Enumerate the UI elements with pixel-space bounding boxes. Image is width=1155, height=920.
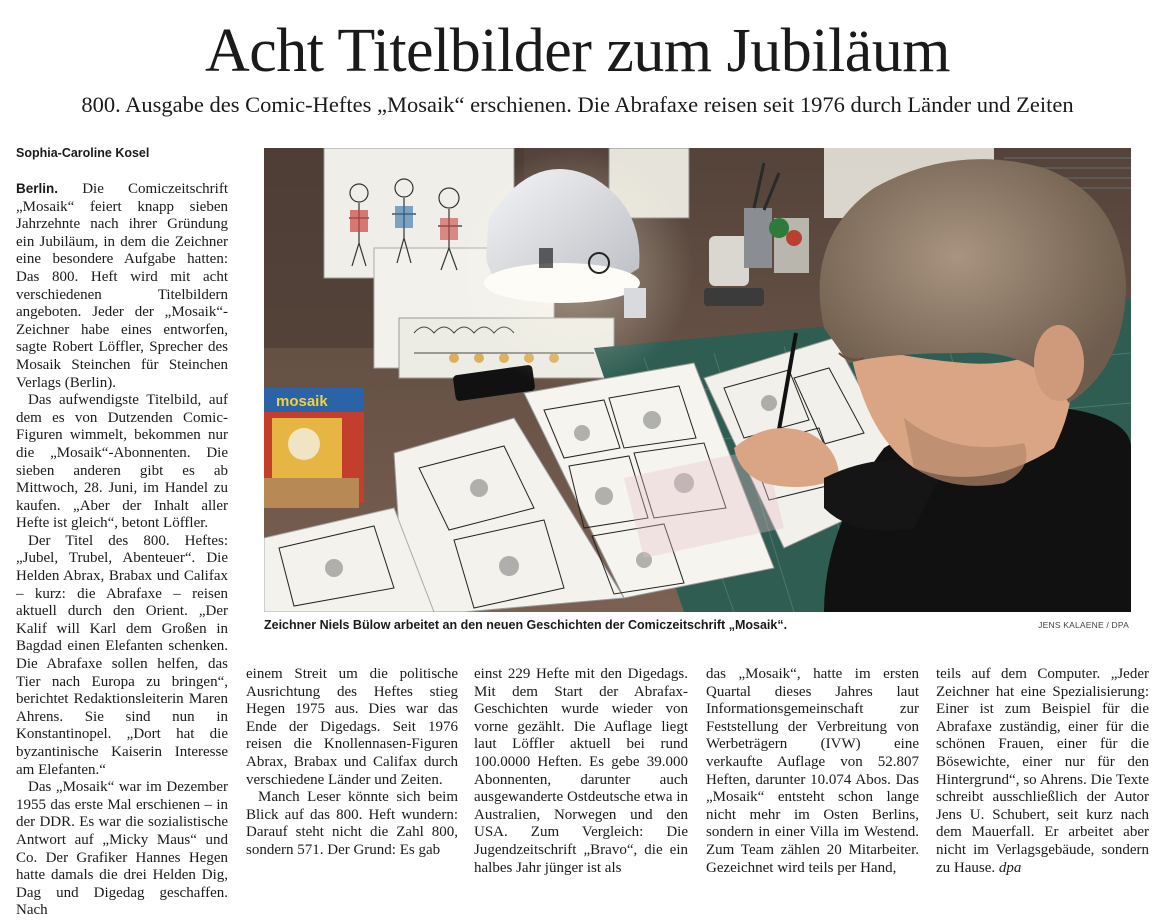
lead-text: Die Comiczeitschrift „Mosaik“ feiert knapp sieben Jahrzehnte nach ihrer Gründung ein Jubiläum, in dem die Zeichner eine besondere Aufgabe hatten: Das 800. Heft wird mit acht verschiedenen Titelbildern angeboten. Jeder der „Mosaik“-Zeichner habe eines entworfen, sagte Robert Löffler, Sprecher des Mosaik Steinchen für Steinchen Verlags (Berlin). <box>16 181 228 391</box>
closing-text: teils auf dem Computer. „Jeder Zeichner hat eine Spezialisierung: Einer ist zum Beispiel für die Abrafaxe zuständig, einer für die schönen Frauen, einer für die Bösewichte, einer nur für den Hintergrund“, so Ahrens. Die Texte schreibt ausschließlich der Autor Jens U. Schubert, seit kurz nach dem Mauerfall. Er arbeitet aber nicht im Verlagsgebäude, sondern zu Hause. <box>936 666 1149 876</box>
desk-lamp <box>454 148 694 388</box>
agency-end-mark: dpa <box>998 859 1022 876</box>
body-paragraph: Manch Leser könnte sich beim Blick auf das 800. Heft wundern: Darauf steht nicht die Zahl 800, sondern 571. Der Grund: Es gab <box>246 789 458 858</box>
photo-caption: Zeichner Niels Bülow arbeitet an den neuen Geschichten der Comiczeitschrift „Mosaik“. <box>264 618 788 632</box>
body-paragraph: Das „Mosaik“ war im Dezember 1955 das erste Mal erschienen – in der DDR. Es war die sozialistische Antwort auf „Micky Maus“ und Co. Der Grafiker Hannes Hegen hatte damals die drei Helden Dig, Dag und Digedag geschaffen. Nach <box>16 779 228 919</box>
body-paragraph: Der Titel des 800. Heftes: „Jubel, Trubel, Abenteuer“. Die Helden Abrax, Brabax und Califax – kurz: die Abrafaxe – reisen aktuell durch den Orient. „Der Kalif will Karl dem Großen in Bagdad einen Elefanten schenken. Die Abrafaxe sollen helfen, das Tier nach Europa zu bringen“, berichtet Redaktionsleiterin Maren Ahrens. Sie sind nun in Konstantinopel. „Dort hat die byzantinische Kaiserin Interesse am Elefanten.“ <box>16 532 228 778</box>
subheadline: 800. Ausgabe des Comic-Heftes „Mosaik“ erschienen. Die Abrafaxe reisen seit 1976 durch Länder und Zeiten <box>81 92 1074 117</box>
magazine-logo: mosaik <box>276 393 328 410</box>
article-column-5 <box>936 666 1149 877</box>
body-paragraph: einem Streit um die politische Ausrichtung des Heftes stieg Hegen 1975 aus. Dies war das Ende der Digedags. Seit 1976 reisen die Knollennasen-Figuren Abrax, Brabax und Califax durch verschiedene Länder und Zeiten. <box>246 666 458 788</box>
headline: Acht Titelbilder zum Jubiläum <box>205 17 950 85</box>
lead-paragraph <box>16 180 228 392</box>
article-column-4 <box>706 666 919 877</box>
body-paragraph: das „Mosaik“, hatte im ersten Quartal dieses Jahres laut Informationsgemeinschaft zur Feststellung der Verbreitung von Werbeträgern (IVW) eine verkaufte Auflage von 52.807 Heften, darunter 10.074 Abos. Das „Mosaik“ entsteht schon lange nicht mehr im Osten Berlins, sondern in einer Villa im Westend. Zum Team zählen 20 Mitarbeiter. Gezeichnet wird teils per Hand, <box>706 666 919 876</box>
body-paragraph: einst 229 Hefte mit den Digedags. Mit dem Start der Abrafax-Geschichten wurde wieder von vorne gezählt. Die Auflage liegt laut Löffler aktuell bei rund 100.0000 Heften. Es gebe 39.000 Abonnenten, darunter auch ausgewanderte Ostdeutsche etwa in Australien, Norwegen und den USA. Zum Vergleich: Die Jugendzeitschrift „Bravo“, die ein halbes Jahr jünger ist als <box>474 666 688 876</box>
mosaik-magazine <box>264 388 364 508</box>
author-name: Sophia-Caroline Kosel <box>16 146 150 160</box>
artist-niels-buelow <box>820 159 1131 612</box>
article-column-3 <box>474 666 688 877</box>
article-column-2 <box>246 666 458 860</box>
photo-credit: JENS KALAENE / DPA <box>1038 620 1129 630</box>
body-paragraph: Das aufwendigste Titelbild, auf dem es von Dutzenden Comic-Figuren wimmelt, bekommen nur die „Mosaik“-Abonnenten. Die sieben anderen gibt es ab Mittwoch, 28. Juni, im Handel zu kaufen. „Aber der Inhalt aller Hefte ist gleich“, betont Löffler. <box>16 392 228 532</box>
dateline: Berlin. <box>16 181 59 196</box>
body-paragraph <box>936 666 1149 877</box>
article-column-1 <box>16 180 228 920</box>
article-photo <box>264 148 1131 612</box>
